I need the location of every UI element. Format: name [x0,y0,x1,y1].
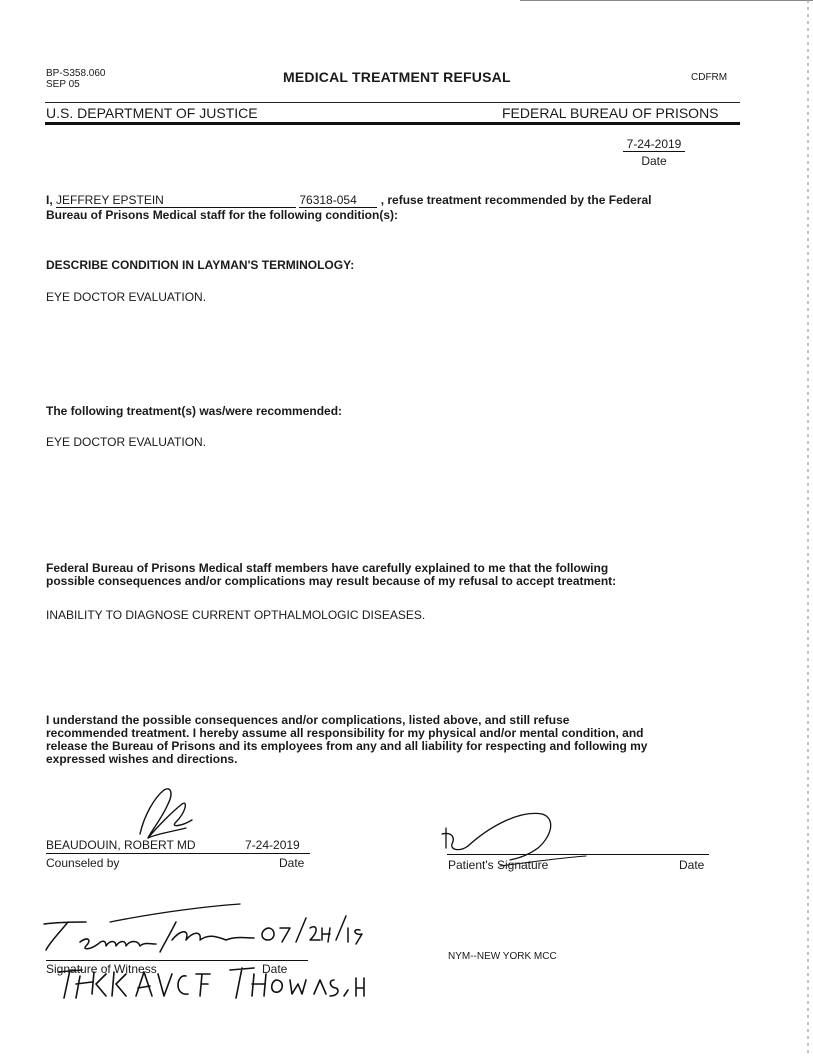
counselor-date-label: Date [279,856,305,870]
counselor-signature-line [46,853,310,854]
department-name: U.S. DEPARTMENT OF JUSTICE [46,105,258,121]
counselor-name: BEAUDOUIN, ROBERT MD [46,838,196,852]
counselor-date: 7-24-2019 [245,838,300,852]
refusal-statement-line2: Bureau of Prisons Medical staff for the following condition(s): [46,208,399,222]
patient-signature-line [447,854,709,855]
treatment-heading: The following treatment(s) was/were recommended: [46,404,343,418]
acknowledgement-line1: I understand the possible consequences and/or complications, listed above, and still refuse [46,713,570,727]
header-rule-top [45,102,740,103]
witness-label: Signature of Witness [46,962,157,976]
patient-signature-label: Patient's Signature [448,858,549,872]
form-code: BP-S358.060 [46,68,106,79]
statement-prefix: I, [46,193,53,207]
statement-middle: , refuse treatment recommended by the Federal [380,193,652,207]
consequences-heading-line1: Federal Bureau of Prisons Medical staff members have carefully explained to me that the following [46,561,609,575]
counselor-signature-scribble [130,782,210,842]
form-date: 7-24-2019 [623,137,686,152]
consequences-heading-line2: possible consequences and/or complications may result because of my refusal to accept treatment: [46,574,617,588]
date-block [619,137,689,168]
header-rule-bottom [45,122,740,125]
condition-heading: DESCRIBE CONDITION IN LAYMAN'S TERMINOLOGY: [46,258,355,272]
scan-edge-top [520,0,813,1]
scan-edge-right [807,0,809,1056]
patient-signature-scribble [440,806,590,886]
form-series: CDFRM [691,72,728,83]
acknowledgement-line2: recommended treatment. I hereby assume all responsibility for my physical and/or mental condition, and [46,726,644,740]
patient-date-label: Date [679,858,705,872]
form-code-block [46,68,106,90]
witness-date-label: Date [262,962,288,976]
refusal-statement-line1 [46,193,651,208]
form-revision: SEP 05 [46,79,80,90]
acknowledgement-line4: expressed wishes and directions. [46,752,238,766]
form-title: MEDICAL TREATMENT REFUSAL [283,69,511,85]
patient-name: JEFFREY EPSTEIN [56,193,296,208]
treatment-text: EYE DOCTOR EVALUATION. [46,435,207,449]
condition-text: EYE DOCTOR EVALUATION. [46,290,207,304]
form-date-label: Date [641,154,667,168]
consequences-heading [46,562,746,588]
consequences-text: INABILITY TO DIAGNOSE CURRENT OPTHALMOLOGIC DISEASES. [46,608,426,622]
counselor-label: Counseled by [46,856,120,870]
bureau-name: FEDERAL BUREAU OF PRISONS [502,105,719,121]
acknowledgement-line3: release the Bureau of Prisons and its employees from any and all liability for respecting and following my [46,739,648,753]
witness-signature-line [46,960,308,961]
institution-name: NYM--NEW YORK MCC [448,951,557,962]
register-number: 76318-054 [299,193,377,208]
acknowledgement-paragraph [46,714,746,766]
